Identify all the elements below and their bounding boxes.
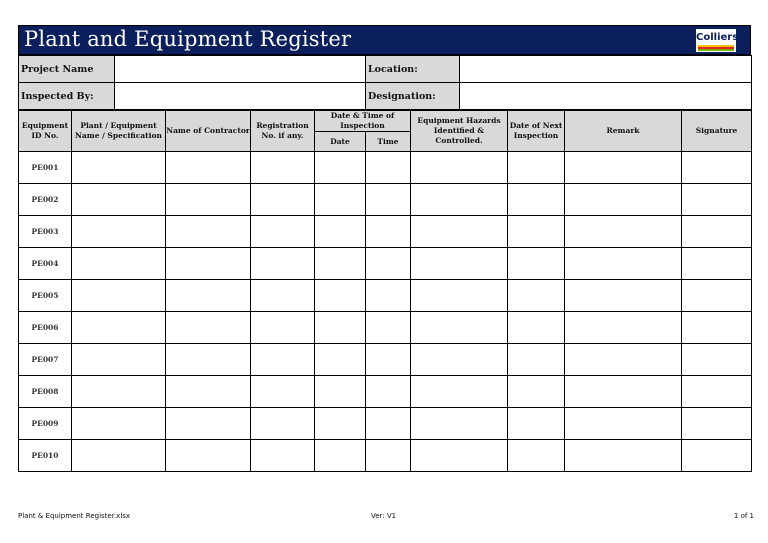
inspected-by-label: Inspected By: bbox=[19, 83, 115, 110]
date-cell[interactable] bbox=[315, 248, 366, 280]
register-sheet bbox=[18, 25, 751, 472]
remark-cell[interactable] bbox=[565, 344, 682, 376]
signature-cell[interactable] bbox=[682, 152, 752, 184]
remark-cell[interactable] bbox=[565, 408, 682, 440]
table-row bbox=[19, 344, 752, 376]
equipment-id-cell: PE007 bbox=[19, 344, 72, 376]
registration-cell[interactable] bbox=[251, 216, 315, 248]
registration-cell[interactable] bbox=[251, 440, 315, 472]
remark-cell[interactable] bbox=[565, 152, 682, 184]
next-inspection-cell[interactable] bbox=[508, 248, 565, 280]
signature-cell[interactable] bbox=[682, 312, 752, 344]
signature-cell[interactable] bbox=[682, 216, 752, 248]
footer-filename: Plant & Equipment Register.xlsx bbox=[18, 512, 131, 520]
footer-page: 1 of 1 bbox=[733, 512, 754, 520]
hazards-cell[interactable] bbox=[411, 280, 508, 312]
next-inspection-cell[interactable] bbox=[508, 152, 565, 184]
project-name-field[interactable] bbox=[115, 56, 366, 83]
next-inspection-cell[interactable] bbox=[508, 376, 565, 408]
date-cell[interactable] bbox=[315, 344, 366, 376]
table-row bbox=[19, 408, 752, 440]
registration-cell[interactable] bbox=[251, 280, 315, 312]
col-contractor: Name of Contractor bbox=[166, 111, 251, 152]
next-inspection-cell[interactable] bbox=[508, 440, 565, 472]
remark-cell[interactable] bbox=[565, 216, 682, 248]
col-date: Date bbox=[315, 132, 366, 152]
location-label: Location: bbox=[366, 56, 460, 83]
project-name-label: Project Name bbox=[19, 56, 115, 83]
table-row bbox=[19, 280, 752, 312]
date-cell[interactable] bbox=[315, 408, 366, 440]
time-cell[interactable] bbox=[366, 152, 411, 184]
hazards-cell[interactable] bbox=[411, 248, 508, 280]
col-remark: Remark bbox=[565, 111, 682, 152]
next-inspection-cell[interactable] bbox=[508, 408, 565, 440]
registration-cell[interactable] bbox=[251, 344, 315, 376]
next-inspection-cell[interactable] bbox=[508, 312, 565, 344]
remark-cell[interactable] bbox=[565, 440, 682, 472]
logo-color-bars bbox=[698, 45, 734, 50]
contractor-cell[interactable] bbox=[166, 312, 251, 344]
plant-name-cell[interactable] bbox=[72, 408, 166, 440]
plant-name-cell[interactable] bbox=[72, 216, 166, 248]
plant-name-cell[interactable] bbox=[72, 440, 166, 472]
plant-name-cell[interactable] bbox=[72, 312, 166, 344]
time-cell[interactable] bbox=[366, 440, 411, 472]
hazards-cell[interactable] bbox=[411, 440, 508, 472]
col-plant-name: Plant / Equipment Name / Specification bbox=[72, 111, 166, 152]
col-inspection: Date & Time of Inspection bbox=[315, 111, 411, 132]
table-row bbox=[19, 376, 752, 408]
page-title: Plant and Equipment Register bbox=[24, 27, 352, 51]
info-row-inspector bbox=[19, 83, 752, 110]
plant-name-cell[interactable] bbox=[72, 280, 166, 312]
equipment-id-cell: PE009 bbox=[19, 408, 72, 440]
signature-cell[interactable] bbox=[682, 184, 752, 216]
registration-cell[interactable] bbox=[251, 376, 315, 408]
date-cell[interactable] bbox=[315, 440, 366, 472]
inspected-by-field[interactable] bbox=[115, 83, 366, 110]
table-row bbox=[19, 248, 752, 280]
col-next-inspection: Date of Next Inspection bbox=[508, 111, 565, 152]
contractor-cell[interactable] bbox=[166, 184, 251, 216]
location-field[interactable] bbox=[460, 56, 752, 83]
col-signature: Signature bbox=[682, 111, 752, 152]
time-cell[interactable] bbox=[366, 344, 411, 376]
time-cell[interactable] bbox=[366, 408, 411, 440]
contractor-cell[interactable] bbox=[166, 344, 251, 376]
time-cell[interactable] bbox=[366, 376, 411, 408]
designation-field[interactable] bbox=[460, 83, 752, 110]
hazards-cell[interactable] bbox=[411, 344, 508, 376]
table-row bbox=[19, 184, 752, 216]
header-row-1 bbox=[19, 111, 752, 132]
plant-name-cell[interactable] bbox=[72, 184, 166, 216]
registration-cell[interactable] bbox=[251, 152, 315, 184]
signature-cell[interactable] bbox=[682, 440, 752, 472]
signature-cell[interactable] bbox=[682, 280, 752, 312]
register-body bbox=[19, 152, 752, 472]
info-table bbox=[18, 55, 752, 110]
equipment-id-cell: PE010 bbox=[19, 440, 72, 472]
registration-cell[interactable] bbox=[251, 312, 315, 344]
equipment-id-cell: PE005 bbox=[19, 280, 72, 312]
plant-name-cell[interactable] bbox=[72, 376, 166, 408]
contractor-cell[interactable] bbox=[166, 152, 251, 184]
equipment-id-cell: PE004 bbox=[19, 248, 72, 280]
colliers-logo bbox=[696, 29, 739, 52]
contractor-cell[interactable] bbox=[166, 376, 251, 408]
plant-name-cell[interactable] bbox=[72, 152, 166, 184]
hazards-cell[interactable] bbox=[411, 312, 508, 344]
plant-name-cell[interactable] bbox=[72, 344, 166, 376]
equipment-id-cell: PE002 bbox=[19, 184, 72, 216]
remark-cell[interactable] bbox=[565, 184, 682, 216]
date-cell[interactable] bbox=[315, 184, 366, 216]
remark-cell[interactable] bbox=[565, 312, 682, 344]
equipment-id-cell: PE008 bbox=[19, 376, 72, 408]
time-cell[interactable] bbox=[366, 248, 411, 280]
next-inspection-cell[interactable] bbox=[508, 280, 565, 312]
date-cell[interactable] bbox=[315, 280, 366, 312]
contractor-cell[interactable] bbox=[166, 280, 251, 312]
next-inspection-cell[interactable] bbox=[508, 184, 565, 216]
date-cell[interactable] bbox=[315, 152, 366, 184]
hazards-cell[interactable] bbox=[411, 152, 508, 184]
remark-cell[interactable] bbox=[565, 280, 682, 312]
contractor-cell[interactable] bbox=[166, 440, 251, 472]
date-cell[interactable] bbox=[315, 312, 366, 344]
signature-cell[interactable] bbox=[682, 344, 752, 376]
equipment-id-cell: PE006 bbox=[19, 312, 72, 344]
hazards-cell[interactable] bbox=[411, 184, 508, 216]
time-cell[interactable] bbox=[366, 312, 411, 344]
time-cell[interactable] bbox=[366, 280, 411, 312]
remark-cell[interactable] bbox=[565, 376, 682, 408]
col-registration: Registration No. if any. bbox=[251, 111, 315, 152]
equipment-id-cell: PE003 bbox=[19, 216, 72, 248]
footer-version: Ver: V1 bbox=[371, 512, 397, 520]
date-cell[interactable] bbox=[315, 216, 366, 248]
hazards-cell[interactable] bbox=[411, 408, 508, 440]
next-inspection-cell[interactable] bbox=[508, 344, 565, 376]
registration-cell[interactable] bbox=[251, 248, 315, 280]
equipment-id-cell: PE001 bbox=[19, 152, 72, 184]
hazards-cell[interactable] bbox=[411, 376, 508, 408]
contractor-cell[interactable] bbox=[166, 216, 251, 248]
remark-cell[interactable] bbox=[565, 248, 682, 280]
col-time: Time bbox=[366, 132, 411, 152]
col-equipment-id: Equipment ID No. bbox=[19, 111, 72, 152]
time-cell[interactable] bbox=[366, 216, 411, 248]
register-table bbox=[18, 110, 752, 472]
hazards-cell[interactable] bbox=[411, 216, 508, 248]
signature-cell[interactable] bbox=[682, 408, 752, 440]
table-row bbox=[19, 152, 752, 184]
logo-bar-green bbox=[698, 49, 734, 51]
date-cell[interactable] bbox=[315, 376, 366, 408]
col-hazards: Equipment Hazards Identified & Controlled. bbox=[411, 111, 508, 152]
time-cell[interactable] bbox=[366, 184, 411, 216]
contractor-cell[interactable] bbox=[166, 408, 251, 440]
plant-name-cell[interactable] bbox=[72, 248, 166, 280]
table-row bbox=[19, 312, 752, 344]
table-row bbox=[19, 440, 752, 472]
table-row bbox=[19, 216, 752, 248]
signature-cell[interactable] bbox=[682, 248, 752, 280]
logo-text: Colliers bbox=[696, 32, 739, 43]
registration-cell[interactable] bbox=[251, 184, 315, 216]
title-bar bbox=[18, 25, 751, 55]
registration-cell[interactable] bbox=[251, 408, 315, 440]
contractor-cell[interactable] bbox=[166, 248, 251, 280]
info-row-project bbox=[19, 56, 752, 83]
designation-label: Designation: bbox=[366, 83, 460, 110]
next-inspection-cell[interactable] bbox=[508, 216, 565, 248]
signature-cell[interactable] bbox=[682, 376, 752, 408]
